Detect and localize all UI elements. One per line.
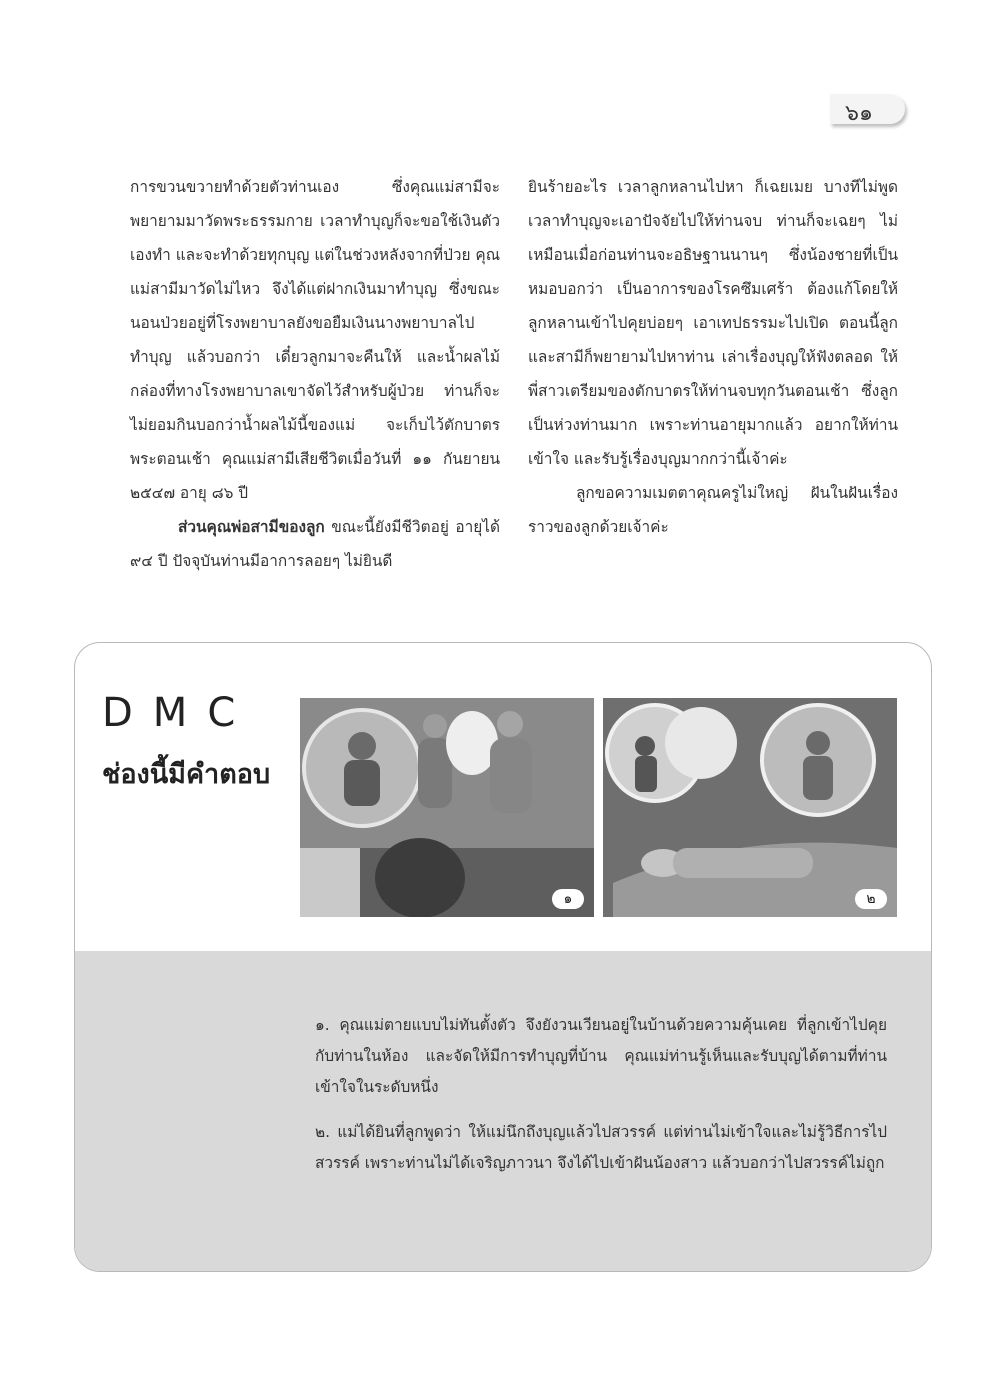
answer-2: ๒. แม่ได้ยินที่ลูกพูดว่า ให้แม่นึกถึงบุญแล้วไปสวรรค์ แต่ท่านไม่เข้าใจและไม่รู้วิธีการไปสวรรค์ เพราะท่านไม่ได้เจริญภาวนา จึงได้ไปเข้าฝันน้องสาว แล้วบอกว่าไปสวรรค์ไม่ถูก [315,1123,887,1172]
dmc-answers [315,1010,887,1193]
left-paragraph-1: การขวนขวายทำด้วยตัวท่านเอง ซึ่งคุณแม่สามีจะพยายามมาวัดพระธรรมกาย เวลาทำบุญก็จะขอใช้เงินตัวเองทำ และจะทำด้วยทุกบุญ แต่ในช่วงหลังจากที่ป่วย คุณแม่สามีมาวัดไม่ไหว จึงได้แต่ฝากเงินมาทำบุญ ซึ่งขณะนอนป่วยอยู่ที่โรงพยาบาลยังขอยืมเงินนางพยาบาลไปทำบุญ แล้วบอกว่า เดี๋ยวลูกมาจะคืนให้ และน้ำผลไม้กล่องที่ทางโรงพยาบาลเขาจัดไว้สำหรับผู้ป่วย ท่านก็จะไม่ยอมกินบอกว่าน้ำผลไม้นี้ของแม่ จะเก็บไว้ตักบาตรพระตอนเช้า คุณแม่สามีเสียชีวิตเมื่อวันที่ ๑๑ กันยายน ๒๕๔๗ อายุ ๘๖ ปี [130,178,500,502]
illustration-2 [603,698,897,917]
answer-1: ๑. คุณแม่ตายแบบไม่ทันตั้งตัว จึงยังวนเวียนอยู่ในบ้านด้วยความคุ้นเคย ที่ลูกเข้าไปคุยกับท่านในห้อง และจัดให้มีการทำบุญที่บ้าน คุณแม่ท่านรู้เห็นและรับบุญได้ตามที่ท่านเข้าใจในระดับหนึ่ง [315,1016,887,1096]
right-paragraph-1: ยินร้ายอะไร เวลาลูกหลานไปหา ก็เฉยเมย บางทีไม่พูด เวลาทำบุญจะเอาปัจจัยไปให้ท่านจบ ท่านก็จะเฉยๆ ไม่เหมือนเมื่อก่อนท่านจะอธิษฐานนานๆ ซึ่งน้องชายที่เป็นหมอบอกว่า เป็นอาการของโรคซึมเศร้า ต้องแก้โดยให้ลูกหลานเข้าไปคุยบ่อยๆ เอาเทปธรรมะไปเปิด ตอนนี้ลูกและสามีก็พยายามไปหาท่าน เล่าเรื่องบุญให้ฟังตลอด ให้พี่สาวเตรียมของตักบาตรให้ท่านจบทุกวันตอนเช้า ซึ่งลูกเป็นห่วงท่านมาก เพราะท่านอายุมากแล้ว อยากให้ท่านเข้าใจ และรับรู้เรื่องบุญมากกว่านี้เจ้าค่ะ [528,178,898,468]
illustration-number-2: ๒ [855,889,887,909]
left-column [130,170,500,578]
right-column [528,170,898,544]
dmc-title: DMC [102,690,256,736]
illustration-number-1: ๑ [552,889,584,909]
dmc-subtitle: ช่องนี้มีคำตอบ [102,759,271,790]
page-number: ๖๑ [845,101,873,126]
right-paragraph-2: ลูกขอความเมตตาคุณครูไม่ใหญ่ ฝันในฝันเรื่องราวของลูกด้วยเจ้าค่ะ [528,484,898,536]
patient-bed-illustration [603,698,897,917]
monk-meditation-illustration [300,698,594,917]
left-paragraph-2 [130,510,500,578]
left-paragraph-2-bold: ส่วนคุณพ่อสามีของลูก [178,518,325,536]
illustration-1 [300,698,594,917]
left-paragraph-2-rest: ขณะนี้ยังมีชีวิตอยู่ อายุได้ ๙๔ ปี ปัจจุบันท่านมีอาการลอยๆ ไม่ยินดี [130,518,500,570]
